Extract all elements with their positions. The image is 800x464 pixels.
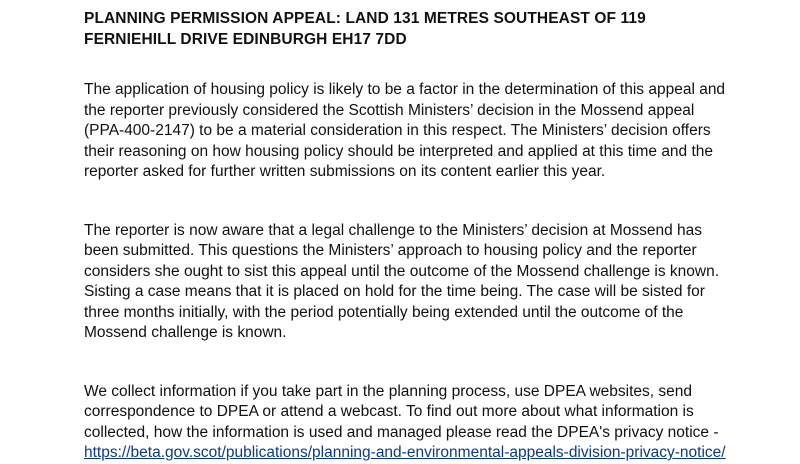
- privacy-text: We collect information if you take part in the planning process, use DPEA websites, send correspondence to DPEA or attend a webcast. To find out more about what information is collected, how the information is used and managed please read the DPEA's privacy notice -: [84, 382, 719, 441]
- page-title: PLANNING PERMISSION APPEAL: LAND 131 METRES SOUTHEAST OF 119 FERNIEHILL DRIVE EDINBURGH EH17 7DD: [84, 10, 646, 48]
- paragraph-housing-policy: The application of housing policy is likely to be a factor in the determination of this appeal and the reporter previously considered the Scottish Ministers’ decision in the Mossend appeal (PPA-400-2147) to be a material consideration in this respect. The Ministers’ decision offers their reasoning on how housing policy should be interpreted and applied at this time and the reporter asked for further written submissions on its content earlier this year.: [84, 81, 726, 180]
- privacy-notice-link[interactable]: https://beta.gov.scot/publications/planning-and-environmental-appeals-division-privacy-notice/: [84, 444, 726, 461]
- paragraph-privacy-notice: [84, 382, 734, 464]
- paragraph-legal-challenge: The reporter is now aware that a legal challenge to the Ministers’ decision at Mossend has been submitted. This questions the Ministers’ approach to housing policy and the reporter considers she ought to sist this appeal until the outcome of the Mossend challenge is known. Sisting a case means that it is placed on hold for the time being. The case will be sisted for three months initially, with the period potentially being extended until the outcome of the Mossend challenge is known.: [84, 221, 720, 341]
